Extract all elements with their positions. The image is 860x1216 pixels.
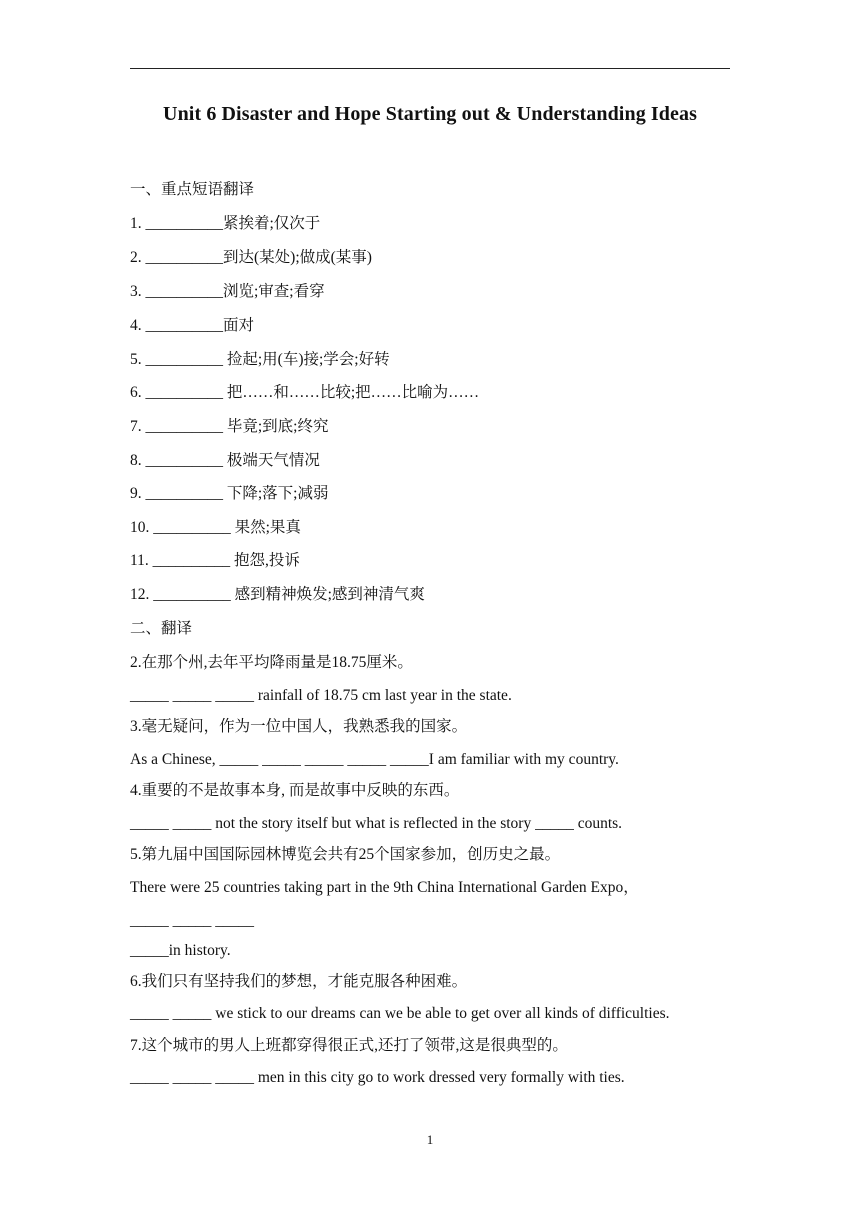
- translation-prompt: 3.毫无疑问，作为一位中国人，我熟悉我的国家。: [130, 718, 468, 735]
- translation-answer: _____ _____ we stick to our dreams can we be able to get over all kinds of difficulties.: [130, 1005, 670, 1022]
- translation-answer: There were 25 countries taking part in the 9th China International Garden Expo，: [130, 879, 639, 896]
- phrase-item: 2. __________到达(某处);做成(某事): [130, 249, 372, 266]
- translation-answer: _____ _____ _____: [130, 912, 254, 929]
- phrase-item: 1. __________紧挨着;仅次于: [130, 215, 321, 232]
- translation-prompt: 2.在那个州,去年平均降雨量是18.75厘米。: [130, 654, 413, 671]
- phrase-item: 4. __________面对: [130, 317, 255, 334]
- phrase-item: 9. __________ 下降;落下;减弱: [130, 485, 329, 502]
- translation-answer: _____ _____ _____ men in this city go to work dressed very formally with ties.: [130, 1069, 625, 1086]
- page-number: 1: [426, 1132, 434, 1147]
- translation-answer: As a Chinese, _____ _____ _____ _____ _____I am familiar with my country.: [130, 751, 619, 768]
- translation-answer: _____ _____ not the story itself but what is reflected in the story _____ counts.: [130, 815, 623, 832]
- document-title: Unit 6 Disaster and Hope Starting out & Understanding Ideas: [163, 103, 697, 125]
- phrase-item: 10. __________ 果然;果真: [130, 519, 301, 536]
- translation-prompt: 6.我们只有坚持我们的梦想，才能克服各种困难。: [130, 973, 468, 990]
- translation-prompt: 7.这个城市的男人上班都穿得很正式,还打了领带,这是很典型的。: [130, 1037, 568, 1054]
- translation-prompt: 5.第九届中国国际园林博览会共有25个国家参加，创历史之最。: [130, 846, 561, 863]
- header-rule: [130, 68, 730, 69]
- phrase-item: 3. __________浏览;审查;看穿: [130, 283, 325, 300]
- phrase-item: 5. __________ 捡起;用(车)接;学会;好转: [130, 351, 390, 368]
- phrase-item: 8. __________ 极端天气情况: [130, 452, 320, 469]
- section-heading-translation: 二、翻译: [130, 620, 193, 637]
- section-heading-phrases: 一、重点短语翻译: [130, 181, 255, 198]
- phrase-item: 7. __________ 毕竟;到底;终究: [130, 418, 329, 435]
- translation-answer: _____in history.: [130, 942, 231, 959]
- phrase-item: 12. __________ 感到精神焕发;感到神清气爽: [130, 586, 425, 603]
- translation-answer: _____ _____ _____ rainfall of 18.75 cm last year in the state.: [130, 687, 512, 704]
- translation-prompt: 4.重要的不是故事本身, 而是故事中反映的东西。: [130, 782, 460, 799]
- phrase-item: 11. __________ 抱怨,投诉: [130, 552, 300, 569]
- phrase-item: 6. __________ 把……和……比较;把……比喻为……: [130, 384, 480, 401]
